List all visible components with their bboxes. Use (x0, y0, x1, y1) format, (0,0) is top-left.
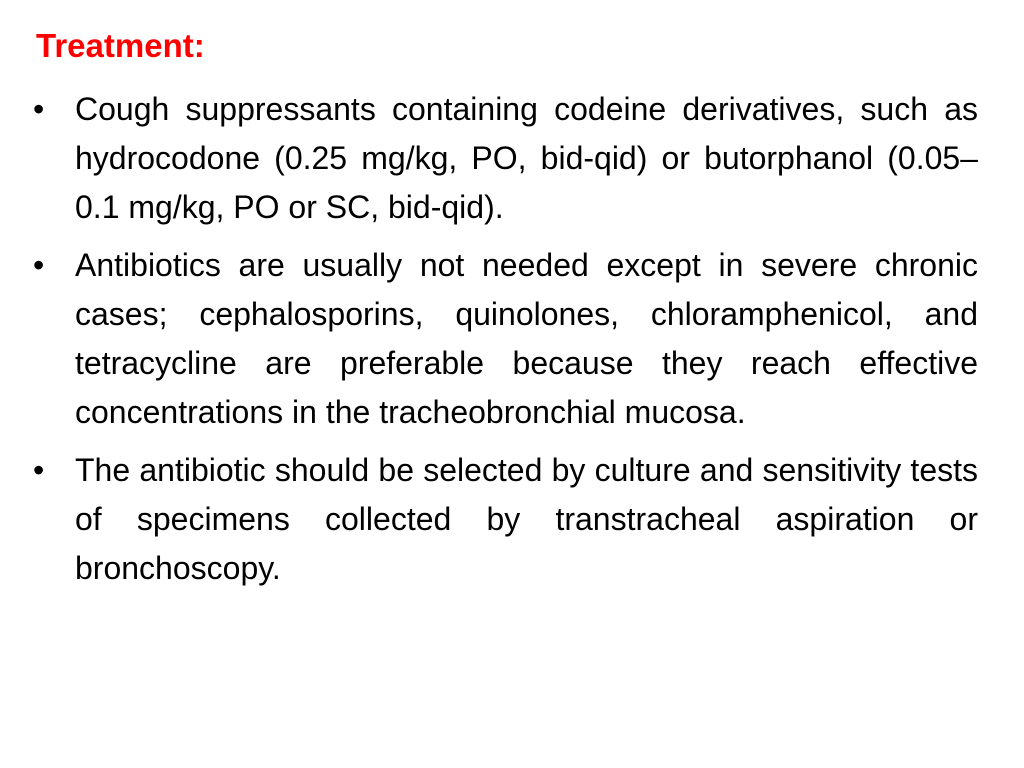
bullet-text-antibiotics: Antibiotics are usually not needed except in severe chronic cases; cephalosporins, quinolones, chloramphenicol, and tetracycline are preferable because they reach effective concentrations in the tracheobronchial mucosa. (75, 247, 978, 430)
bullet-dot-icon: • (33, 452, 45, 488)
bullet-text-cough-suppressants: Cough suppressants containing codeine derivatives, such as hydrocodone (0.25 mg/kg, PO, bid-qid) or butorphanol (0.05–0.1 mg/kg, PO or SC, bid-qid). (75, 91, 978, 225)
bullet-dot-icon: • (33, 247, 45, 283)
bullet-list (33, 85, 978, 602)
bullet-item (33, 85, 978, 232)
bullet-text-antibiotic-selection: The antibiotic should be selected by culture and sensitivity tests of specimens collected by transtracheal aspiration or bronchoscopy. (75, 452, 978, 586)
bullet-item (33, 241, 978, 437)
slide-title: Treatment: (36, 27, 205, 64)
bullet-item (33, 446, 978, 593)
bullet-dot-icon: • (33, 91, 45, 127)
